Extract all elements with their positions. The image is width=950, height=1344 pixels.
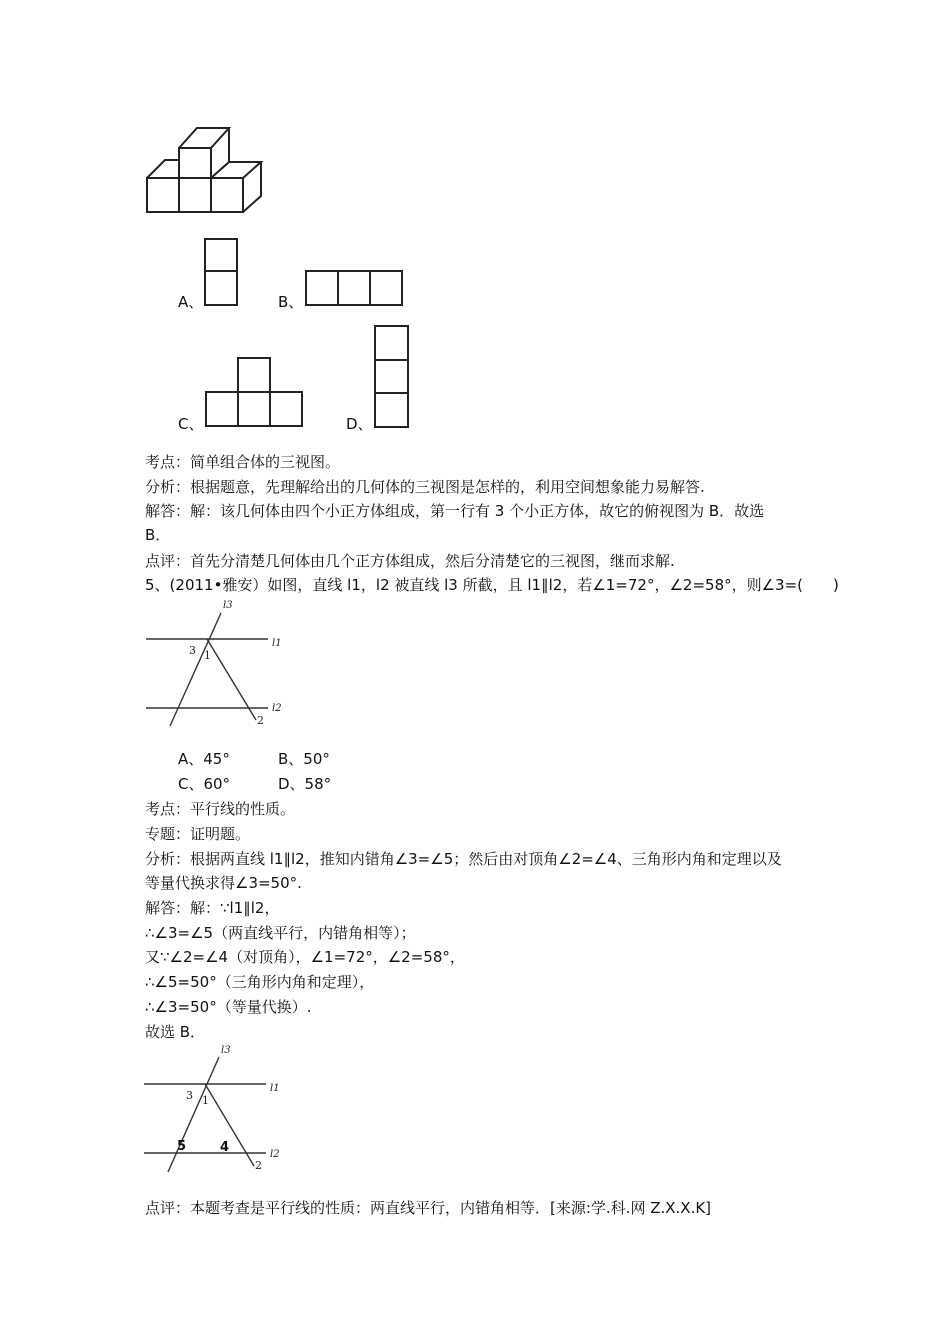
q5-jieda-line6: 故选 B． bbox=[145, 1023, 206, 1041]
q4-jieda-line1: 解答：解：该几何体由四个小正方体组成，第一行有 3 个小正方体，故它的俯视图为 B．故选 bbox=[145, 502, 765, 520]
q5-jieda-line2: ∴∠3=∠5（两直线平行，内错角相等）； bbox=[145, 924, 416, 942]
option-d-label: D、 bbox=[346, 415, 373, 433]
q5-zhuanti: 专题：证明题。 bbox=[145, 825, 251, 843]
q4-kaodian: 考点：简单组合体的三视图。 bbox=[145, 453, 341, 471]
q5-jieda-line4: ∴∠5=50°（三角形内角和定理）， bbox=[145, 973, 375, 991]
q5-jieda-line3: 又∵∠2=∠4（对顶角），∠1=72°，∠2=58°， bbox=[145, 948, 465, 966]
q5-option-b: B、50° bbox=[278, 750, 330, 768]
label-angle2: 2 bbox=[257, 714, 264, 727]
q5-jieda-line5: ∴∠3=50°（等量代换）. bbox=[145, 998, 312, 1016]
label-l2: l2 bbox=[272, 703, 282, 714]
q4-dianping: 点评：首先分清楚几何体由几个正方体组成，然后分清楚它的三视图，继而求解. bbox=[145, 552, 675, 570]
label-l3: l3 bbox=[223, 600, 233, 611]
label-angle3-2: 3 bbox=[186, 1089, 193, 1102]
q5-option-d: D、58° bbox=[278, 775, 332, 793]
q5-fenxi-line2: 等量代换求得∠3=50°. bbox=[145, 874, 302, 892]
label-angle1-2: 1 bbox=[202, 1094, 209, 1107]
option-a-label: A、 bbox=[178, 293, 204, 311]
label-l1: l1 bbox=[272, 638, 282, 649]
option-b-label: B、 bbox=[278, 293, 304, 311]
label-angle4: 4 bbox=[220, 1140, 230, 1155]
q5-dianping: 点评：本题考查是平行线的性质：两直线平行，内错角相等．[来源:学.科.网 Z.X.X.K] bbox=[145, 1199, 712, 1217]
q5-option-a: A、45° bbox=[178, 750, 230, 768]
q5-stem: 5、(2011•雅安）如图，直线 l1，l2 被直线 l3 所截，且 l1∥l2，若∠1=72°，∠2=58°，则∠3=( ) bbox=[145, 576, 839, 594]
label-l1-2: l1 bbox=[270, 1083, 280, 1094]
label-angle2-2: 2 bbox=[255, 1159, 262, 1172]
label-l3-2: l3 bbox=[221, 1045, 231, 1056]
q5-kaodian: 考点：平行线的性质。 bbox=[145, 800, 296, 818]
option-c-label: C、 bbox=[178, 415, 204, 433]
q4-fenxi: 分析：根据题意，先理解给出的几何体的三视图是怎样的，利用空间想象能力易解答. bbox=[145, 478, 705, 496]
q4-jieda-line2: B． bbox=[145, 526, 171, 544]
label-angle1: 1 bbox=[204, 649, 211, 662]
label-angle5: 5 bbox=[177, 1139, 187, 1154]
label-angle3: 3 bbox=[189, 644, 196, 657]
q5-jieda-line1: 解答：解：∵l1∥l2， bbox=[145, 899, 280, 917]
q5-option-c: C、60° bbox=[178, 775, 231, 793]
label-l2-2: l2 bbox=[270, 1149, 280, 1160]
q5-fenxi-line1: 分析：根据两直线 l1∥l2，推知内错角∠3=∠5；然后由对顶角∠2=∠4、三角形内角和定理以及 bbox=[145, 850, 782, 868]
